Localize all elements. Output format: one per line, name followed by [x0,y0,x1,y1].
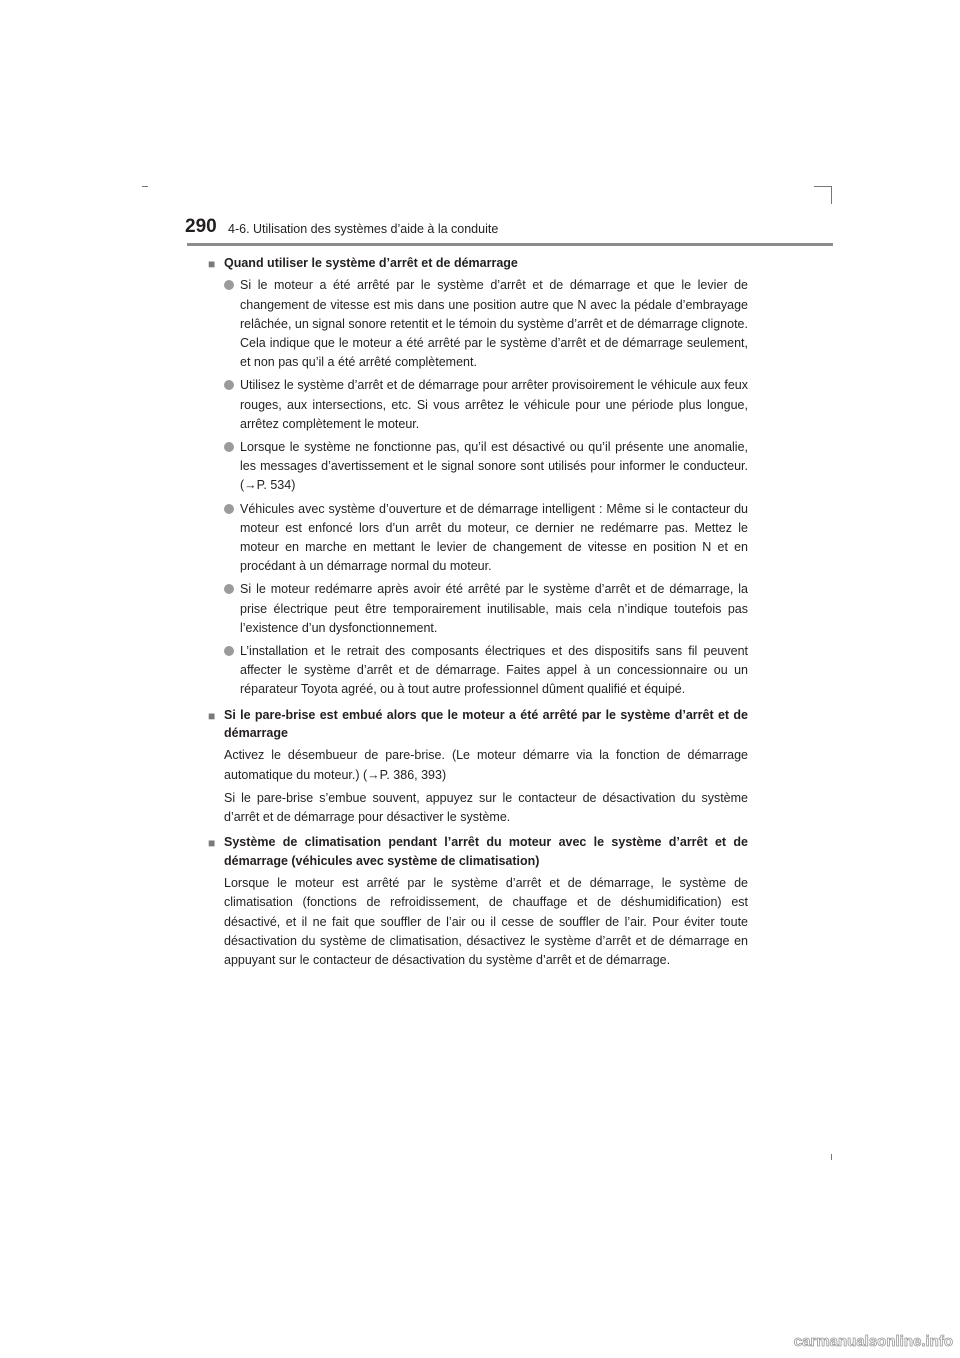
page-number: 290 [185,216,217,237]
bullet-text: L’installation et le retrait des composants électriques et des dispositifs sans fil peuvent affecter le système d’arrêt et de démarrage. Faites appel à un concessionnaire ou un réparateur Toyota agréé, ou à tout autre professionnel dûment qualifié et équipé. [240,644,748,697]
bullet-text: Véhicules avec système d’ouverture et de démarrage intelligent : Même si le contacteur du moteur est enfoncé lors d’un arrêt du moteur, ce dernier ne redémarre pas. Mettez le moteur en marche en mettant le levier de changement de vitesse en position N et en procédant à un démarrage normal du moteur. [240,501,748,574]
section-square-icon: ■ [208,836,216,851]
header-rule [187,243,833,246]
bullet-item [224,500,748,577]
crop-mark-top-right [814,186,832,204]
chapter-title: 4-6. Utilisation des systèmes d’aide à la conduite [228,222,499,236]
section-windshield-fogged [208,706,748,828]
bullet-item [224,580,748,638]
bullet-item [224,276,748,372]
paragraph: Lorsque le moteur est arrêté par le système d’arrêt et de démarrage, le système de climatisation (fonctions de refroidissement, de chauffage et de déshumidification) est désactivé, et il ne fait que souffler de l’air ou il cesse de souffler de l’air. Pour éviter toute désactivation du système de climatisation, désactivez le système d’arrêt et de démarrage en appuyant sur le contacteur de désactivation du système d’arrêt et de démarrage. [224,876,748,967]
section-square-icon: ■ [208,708,216,723]
crop-mark-top-left [142,186,148,187]
bullet-text: Si le moteur redémarre après avoir été arrêté par le système d’arrêt et de démarrage, la prise électrique peut être temporairement inutilisable, mais cela n’indique toutefois pas l’existence d’un dysfonctionnement. [240,582,748,635]
paragraph: Activez le désembueur de pare-brise. (Le moteur démarre via la fonction de démarrage automatique du moteur.) (→P. 386, 393) [224,748,748,782]
bullet-dot-icon [224,380,234,390]
bullet-text: Utilisez le système d’arrêt et de démarrage pour arrêter provisoirement le véhicule aux feux rouges, aux intersections, etc. Si vous arrêtez le véhicule pour une période plus longue, arrêtez complètement le moteur. [240,378,748,431]
bullet-item [224,438,748,496]
bullet-dot-icon [224,584,234,594]
bullet-item [224,642,748,700]
section-air-conditioning [208,833,748,970]
svg-text:carmanualsonline.info: carmanualsonline.info [793,1333,953,1350]
bullet-dot-icon [224,646,234,656]
section-title: Quand utiliser le système d’arrêt et de démarrage [224,256,518,270]
bullet-text: Si le moteur a été arrêté par le système d’arrêt et de démarrage et que le levier de changement de vitesse est mis dans une position autre que N avec la pédale d’embrayage relâchée, un signal sonore retentit et le témoin du système d’arrêt et de démarrage clignote. Cela indique que le moteur a été arrêté par le système d’arrêt et de démarrage seulement, et non pas qu’il a été arrêté complètement. [240,278,748,370]
section-when-to-use [208,254,748,700]
watermark-logo [700,1330,955,1352]
bullet-dot-icon [224,442,234,452]
section-title: Si le pare-brise est embué alors que le moteur a été arrêté par le système d’arrêt et de démarrage [224,707,748,741]
page-content [208,254,748,976]
bullet-dot-icon [224,280,234,290]
crop-mark-bottom-right [831,1154,832,1160]
bullet-item [224,376,748,434]
section-title: Système de climatisation pendant l’arrêt du moteur avec le système d’arrêt et de démarrage (véhicules avec système de climatisation) [224,835,748,868]
bullet-dot-icon [224,504,234,514]
paragraph: Si le pare-brise s’embue souvent, appuyez sur le contacteur de désactivation du système d’arrêt et de démarrage pour désactiver le système. [224,790,748,825]
section-square-icon: ■ [208,257,216,271]
bullet-text: Lorsque le système ne fonctionne pas, qu’il est désactivé ou qu’il présente une anomalie, les messages d’avertissement et le signal sonore sont utilisés pour informer le conducteur. (→P. 534) [240,440,748,493]
